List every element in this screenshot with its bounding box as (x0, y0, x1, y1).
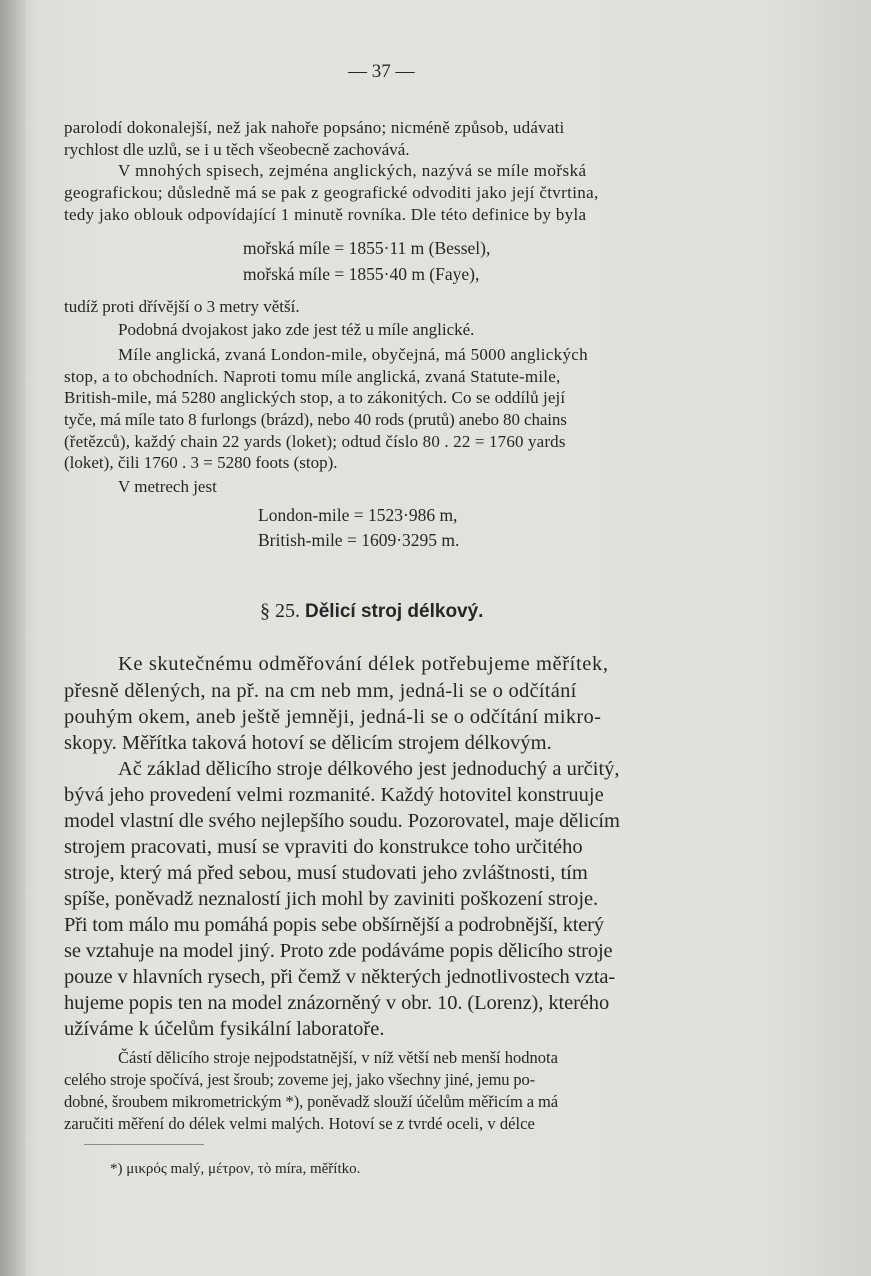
formula-british-mile: British-mile = 1609·3295 m. (258, 530, 460, 550)
footnote-divider (84, 1144, 204, 1145)
text-line: Míle anglická, zvaná London-mile, obyčejná, má 5000 anglických (118, 345, 588, 364)
body-line: Ke skutečnému odměřování délek potřebujeme měřítek, (118, 653, 609, 675)
body-line: bývá jeho provedení velmi rozmanité. Každý hotovitel konstruuje (64, 784, 604, 806)
body-line: spíše, poněvadž neznalostí jich mohl by zaviniti poškození stroje. (64, 888, 599, 910)
text-line: (loket), čili 1760 . 3 = 5280 foots (stop). (64, 453, 338, 472)
page-gutter-shadow (0, 0, 26, 1276)
page-number: — 37 — (348, 61, 415, 82)
section-heading (260, 601, 483, 622)
text-line: V metrech jest (118, 477, 217, 496)
footnote: *) μικρός malý, μέτρον, τὸ míra, měřítko. (110, 1161, 361, 1177)
text-line: tyče, má míle tato 8 furlongs (brázd), nebo 40 rods (prutů) anebo 80 chains (64, 410, 567, 429)
text-line: stop, a to obchodních. Naproti tomu míle anglická, zvaná Statute-mile, (64, 367, 561, 386)
body-line: skopy. Měřítka taková hotoví se dělicím strojem délkovým. (64, 732, 552, 754)
formula-faye: mořská míle = 1855·40 m (Faye), (243, 264, 480, 284)
text-line: tudíž proti dřívější o 3 metry větší. (64, 297, 300, 316)
body-line: Ač základ dělicího stroje délkového jest jednoduchý a určitý, (118, 758, 620, 780)
body-line: pouze v hlavních rysech, při čemž v některých jednotlivostech vzta- (64, 966, 616, 988)
body-line: se vztahuje na model jiný. Proto zde podáváme popis dělicího stroje (64, 940, 613, 962)
text-line: rychlost dle uzlů, se i u těch všeobecně zachovává. (64, 140, 410, 159)
body-line: přesně dělených, na př. na cm neb mm, jedná-li se o odčítání (64, 680, 577, 702)
text-line: geografickou; důsledně má se pak z geografické odvoditi jako její čtvrtina, (64, 183, 599, 202)
body-line: stroje, který má před sebou, musí studovati jeho zvláštnosti, tím (64, 862, 588, 884)
body-line: hujeme popis ten na model znázorněný v obr. 10. (Lorenz), kterého (64, 992, 610, 1014)
formula-bessel: mořská míle = 1855·11 m (Bessel), (243, 238, 491, 258)
text-line: tedy jako oblouk odpovídající 1 minutě rovníka. Dle této definice by byla (64, 205, 587, 224)
body-line: strojem pracovati, musí se vpraviti do konstrukce toho určitého (64, 836, 583, 858)
text-line: (řetězců), každý chain 22 yards (loket); odtud číslo 80 . 22 = 1760 yards (64, 432, 566, 451)
section-title: Dělicí stroj délkový. (305, 601, 484, 622)
text-line: V mnohých spisech, zejména anglických, nazývá se míle mořská (118, 161, 587, 180)
small-text-line: Částí dělicího stroje nejpodstatnější, v níž větší neb menší hodnota (118, 1048, 558, 1067)
text-line: parolodí dokonalejší, než jak nahoře popsáno; nicméně způsob, udávati (64, 118, 565, 137)
body-line: užíváme k účelům fysikální laboratoře. (64, 1018, 385, 1040)
text-line: Podobná dvojakost jako zde jest též u míle anglické. (118, 320, 475, 339)
small-text-line: dobné, šroubem mikrometrickým *), poněvadž slouží účelům měřicím a má (64, 1092, 558, 1111)
body-line: model vlastní dle svého nejlepšího soudu. Pozorovatel, maje dělicím (64, 810, 620, 832)
section-number: § 25. (260, 600, 300, 622)
body-line: Při tom málo mu pomáhá popis sebe obšírnější a podrobnější, který (64, 914, 604, 936)
small-text-line: celého stroje spočívá, jest šroub; zoveme jej, jako všechny jiné, jemu po- (64, 1070, 535, 1089)
formula-london-mile: London-mile = 1523·986 m, (258, 505, 458, 525)
body-line: pouhým okem, aneb ještě jemněji, jedná-li se o odčítání mikro- (64, 706, 602, 728)
small-text-line: zaručiti měření do délek velmi malých. Hotoví se z tvrdé oceli, v délce (64, 1114, 535, 1133)
text-line: British-mile, má 5280 anglických stop, a to zákonitých. Co se oddílů její (64, 388, 566, 407)
